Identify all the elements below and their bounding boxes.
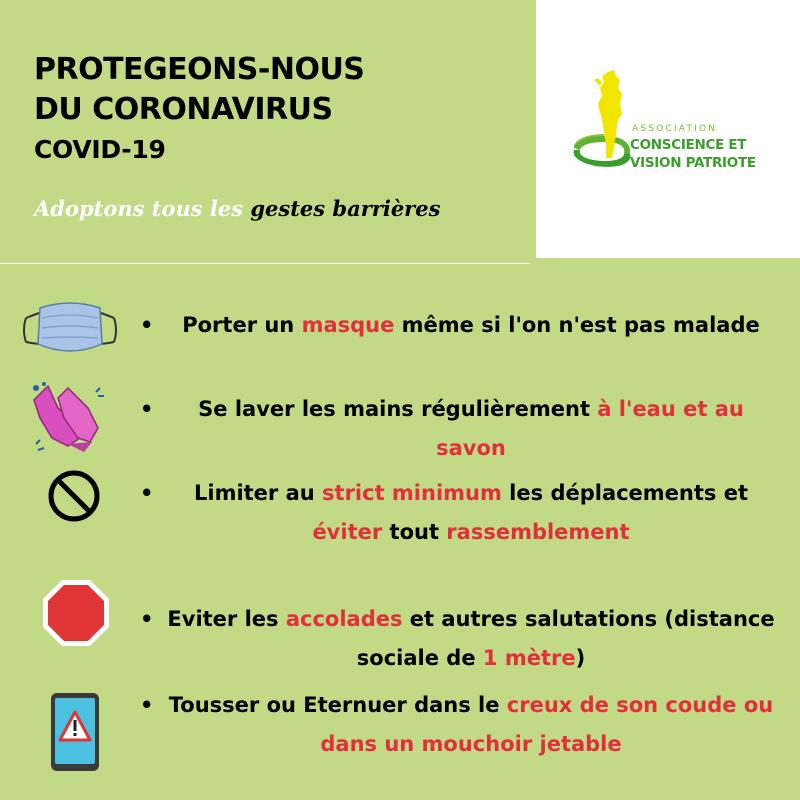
logo (536, 0, 800, 258)
list-item (140, 390, 780, 468)
item-text-part: Porter un (182, 313, 302, 337)
highlight-text: éviter (312, 520, 383, 544)
no-entry-icon (46, 468, 102, 524)
highlight-text: 1 mètre (482, 646, 576, 670)
logo-line-2: VISION PATRIOTE (630, 155, 756, 171)
item-text-part: Se laver les mains régulièrement (198, 397, 598, 421)
divider (0, 263, 530, 264)
item-text-part: Eviter les (167, 607, 286, 631)
bullet: • (140, 693, 154, 717)
item-text-part: tout (382, 520, 447, 544)
logo-association: ASSOCIATION (632, 124, 718, 134)
bullet: • (140, 607, 154, 631)
highlight-text: à l'eau et au savon (436, 397, 744, 460)
title-line-3: COVID-19 (34, 135, 166, 164)
logo-line-1: CONSCIENCE ET (630, 137, 747, 153)
item-text (140, 600, 780, 678)
list-item (140, 474, 780, 552)
title-line-1: PROTEGEONS-NOUS (34, 52, 365, 87)
bullet: • (140, 481, 154, 505)
list-item (140, 306, 780, 345)
list-item (140, 600, 780, 678)
subtitle-white: Adoptons tous les (34, 196, 244, 221)
gloves-icon (28, 378, 108, 458)
subtitle-black: gestes barrières (250, 196, 441, 221)
title-line-2: DU CORONAVIRUS (34, 92, 333, 127)
item-text (140, 686, 780, 764)
highlight-text: strict minimum (322, 481, 502, 505)
subtitle (34, 196, 440, 221)
item-text-part: Limiter au (193, 481, 323, 505)
item-text-part: les déplacements et (501, 481, 749, 505)
list-item (140, 686, 780, 764)
item-text-part: même si l'on n'est pas malade (394, 313, 760, 337)
stop-sign-icon (41, 578, 111, 648)
highlight-text: masque (301, 313, 395, 337)
phone-warning-icon (50, 692, 100, 772)
item-text-part: Tousser ou Eternuer dans le (168, 693, 507, 717)
highlight-text: creux de son coude ou dans un mouchoir jetable (320, 693, 774, 756)
mask-icon (22, 298, 118, 358)
highlight-text: rassemblement (446, 520, 630, 544)
item-text (140, 390, 780, 468)
item-text-part: et autres salutations (distance sociale de (356, 607, 775, 670)
item-text-part: ) (575, 646, 586, 670)
bullet: • (140, 313, 154, 337)
highlight-text: accolades (285, 607, 403, 631)
item-text (140, 474, 780, 552)
bullet: • (140, 397, 154, 421)
item-text (140, 306, 780, 345)
title-block (34, 50, 364, 168)
